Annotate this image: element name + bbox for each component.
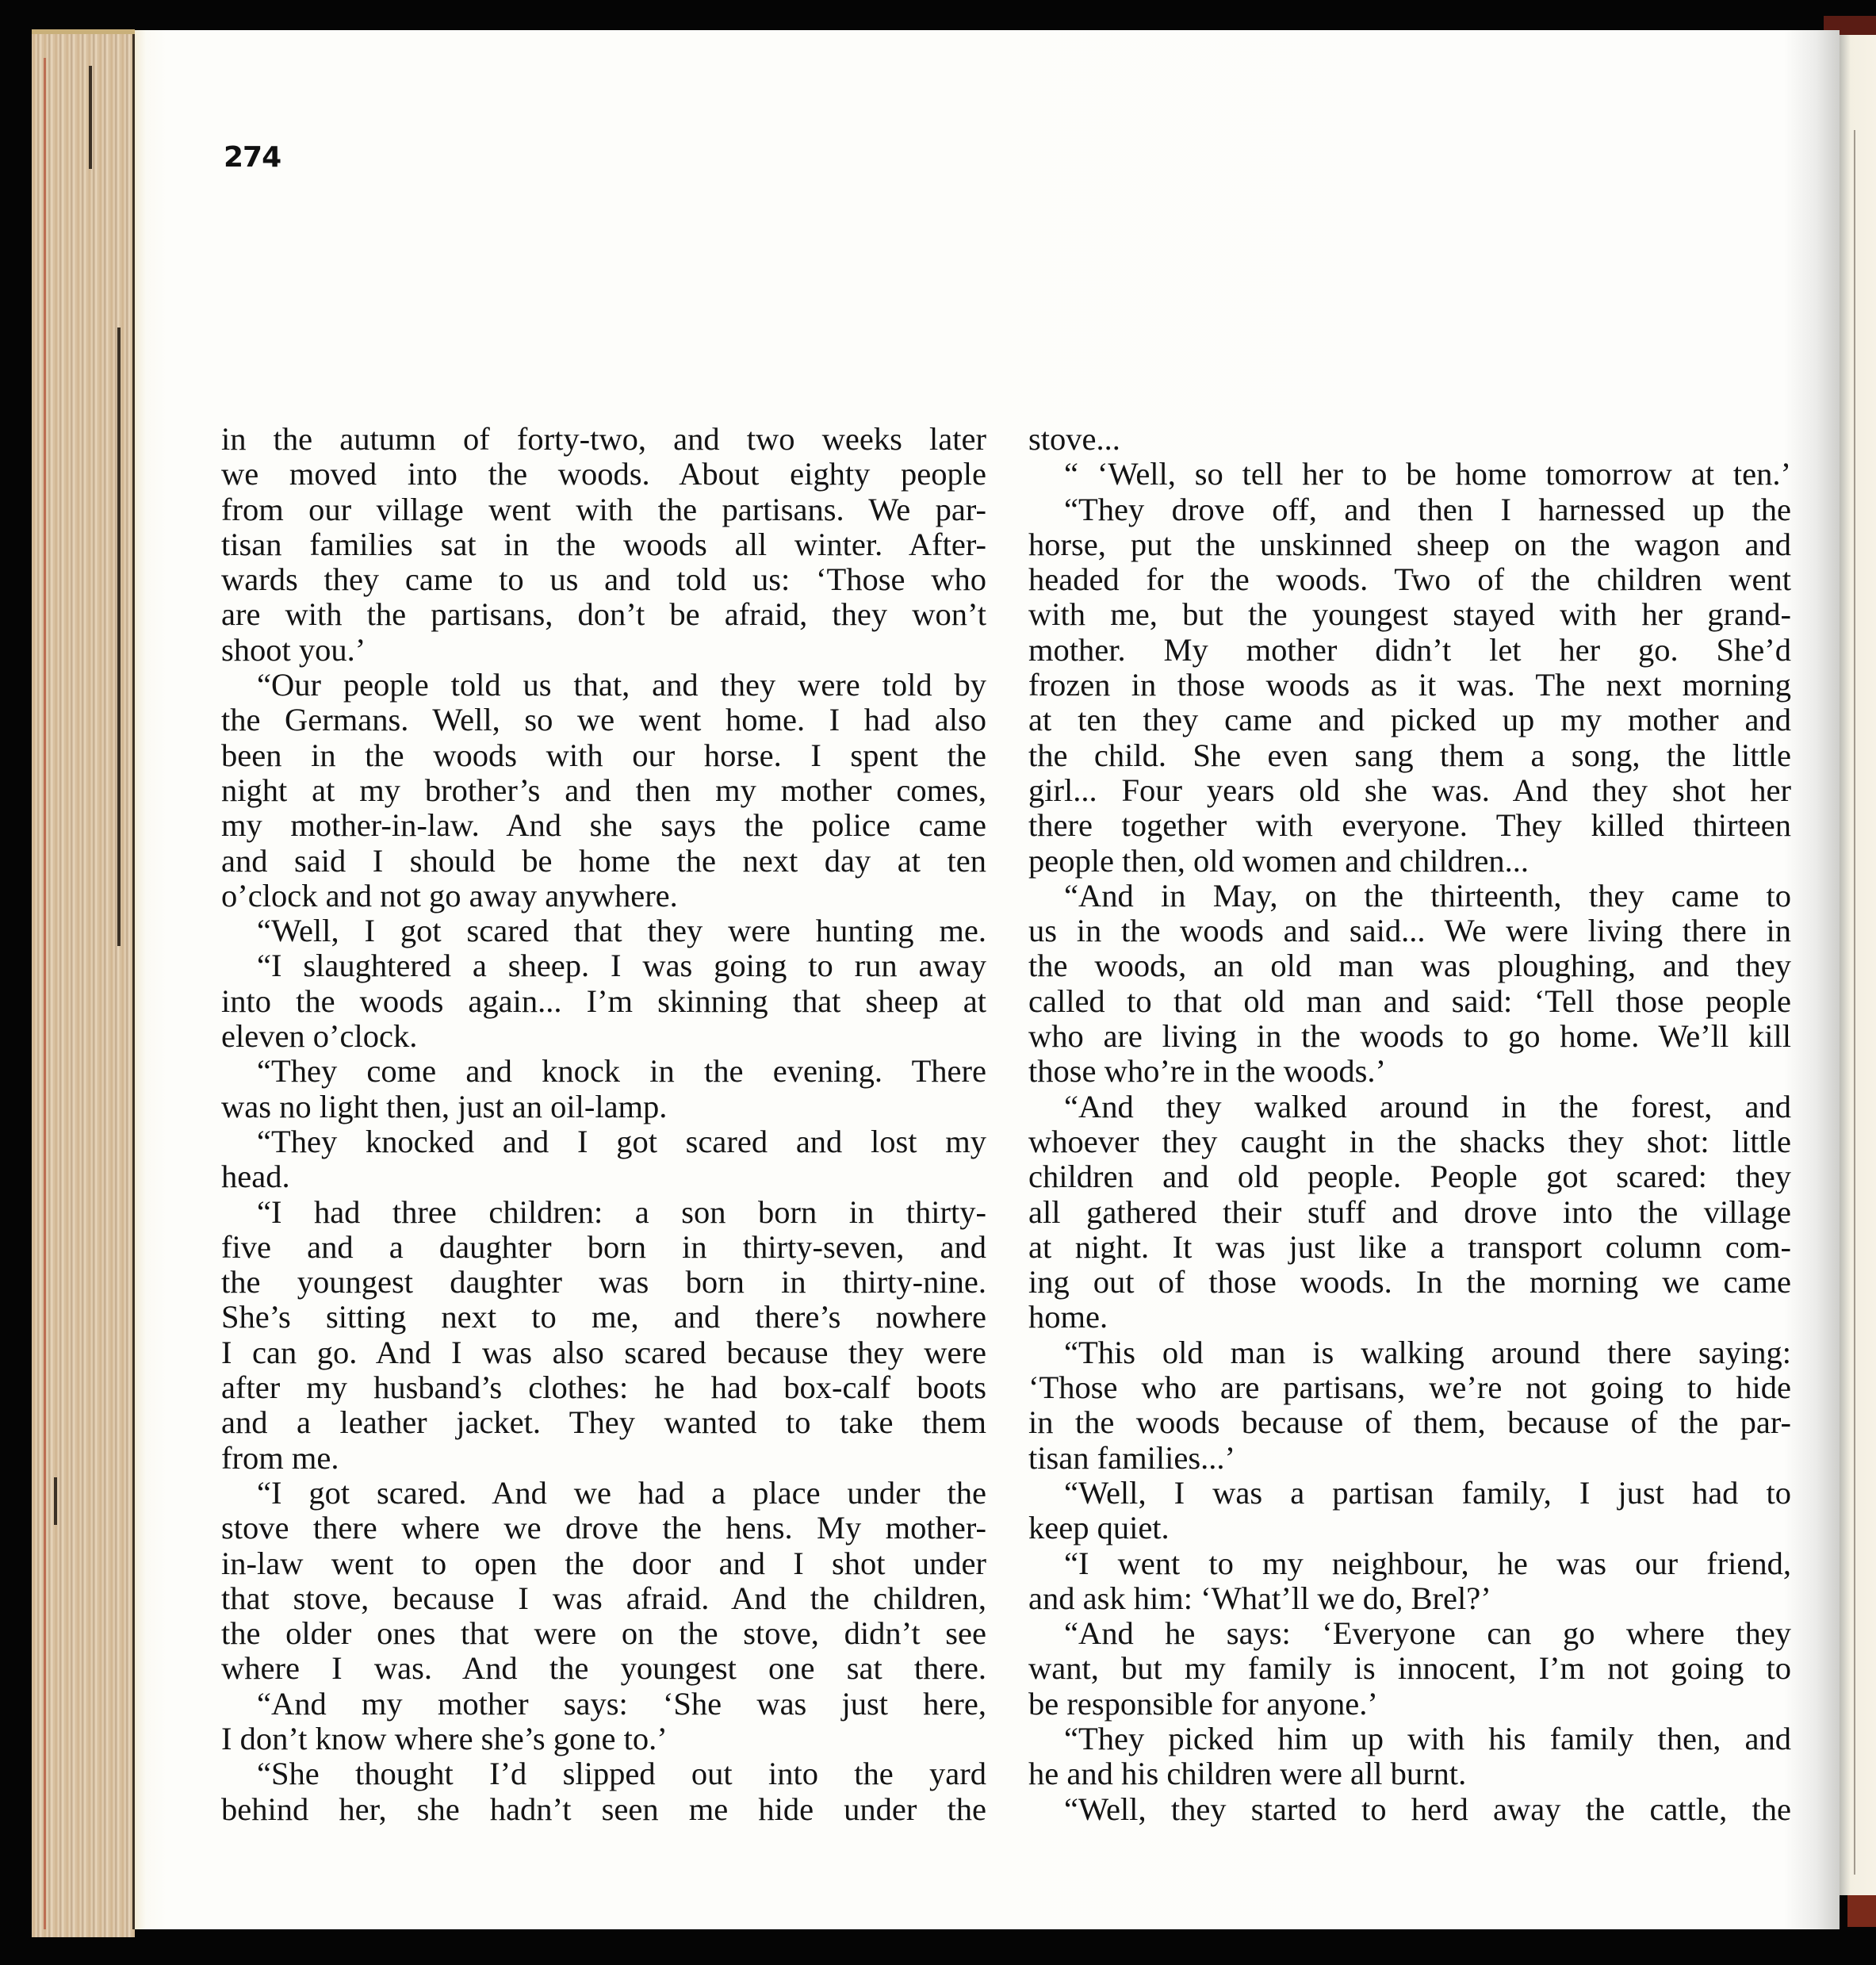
- text-line: in the woods because of them, because of the par-: [1028, 1404, 1791, 1441]
- text-line: whoever they caught in the shacks they shot: little: [1028, 1123, 1791, 1159]
- text-line: eleven o’clock.: [221, 1018, 418, 1055]
- text-line: headed for the woods. Two of the children went: [1028, 561, 1791, 598]
- text-line: “Well, I got scared that they were hunting me.: [257, 913, 986, 949]
- text-line: ing out of those woods. In the morning we came: [1028, 1264, 1791, 1300]
- text-line: “And he says: ‘Everyone can go where they: [1064, 1615, 1791, 1652]
- text-line: all gathered their stuff and drove into the village: [1028, 1193, 1791, 1230]
- text-line: was no light then, just an oil-lamp.: [221, 1088, 668, 1124]
- text-line: where I was. And the youngest one sat there.: [221, 1650, 986, 1687]
- text-line: “Our people told us that, and they were told by: [257, 667, 986, 703]
- text-line: tisan families sat in the woods all winter. After-: [221, 526, 986, 562]
- text-line: in the autumn of forty-two, and two weeks later: [221, 421, 986, 457]
- text-line: from me.: [221, 1439, 339, 1476]
- page-edge-mark: [89, 66, 92, 169]
- text-line: the youngest daughter was born in thirty-nine.: [221, 1264, 986, 1300]
- text-line: “And in May, on the thirteenth, they came to: [1064, 877, 1791, 914]
- text-line: “I had three children: a son born in thirty-: [257, 1193, 986, 1230]
- text-line: wards they came to us and told us: ‘Those who: [221, 561, 986, 598]
- text-line: “This old man is walking around there saying:: [1064, 1334, 1791, 1370]
- text-line: us in the woods and said... We were living there in: [1028, 913, 1791, 949]
- text-line: we moved into the woods. About eighty people: [221, 456, 986, 492]
- text-line: those who’re in the woods.’: [1028, 1053, 1387, 1090]
- text-line: “I went to my neighbour, he was our friend,: [1064, 1545, 1791, 1581]
- text-line: “Well, they started to herd away the cattle, the: [1064, 1791, 1791, 1827]
- text-line: shoot you.’: [221, 631, 366, 668]
- text-line: and said I should be home the next day at ten: [221, 842, 986, 879]
- text-line: the older ones that were on the stove, didn’t see: [221, 1615, 986, 1652]
- text-line: She’s sitting next to me, and there’s nowhere: [221, 1299, 986, 1335]
- text-line: with me, but the youngest stayed with her grand-: [1028, 596, 1791, 633]
- text-line: the Germans. Well, so we went home. I had also: [221, 702, 986, 738]
- text-line: girl... Four years old she was. And they shot her: [1028, 772, 1791, 808]
- text-line: keep quiet.: [1028, 1510, 1170, 1546]
- text-line: “They knocked and I got scared and lost my: [257, 1123, 986, 1159]
- page-number: 274: [224, 141, 281, 174]
- text-line: and a leather jacket. They wanted to take them: [221, 1404, 986, 1441]
- text-line: mother. My mother didn’t let her go. She’d: [1028, 631, 1791, 668]
- text-line: night at my brother’s and then my mother comes,: [221, 772, 986, 808]
- text-line: horse, put the unskinned sheep on the wagon and: [1028, 526, 1791, 562]
- text-line: “ ‘Well, so tell her to be home tomorrow at ten.’: [1064, 456, 1791, 492]
- text-line: I can go. And I was also scared because they were: [221, 1334, 986, 1370]
- text-line: “I slaughtered a sheep. I was going to run away: [257, 948, 986, 984]
- text-line: “They drove off, and then I harnessed up the: [1064, 491, 1791, 527]
- text-line: there together with everyone. They killed thirteen: [1028, 807, 1791, 844]
- text-line: stove there where we drove the hens. My mother-: [221, 1510, 986, 1546]
- text-column-left: [221, 422, 986, 1827]
- text-line: and ask him: ‘What’ll we do, Brel?’: [1028, 1580, 1491, 1616]
- text-line: “I got scared. And we had a place under the: [257, 1474, 986, 1511]
- text-line: in-law went to open the door and I shot under: [221, 1545, 986, 1581]
- text-line: at night. It was just like a transport column com-: [1028, 1228, 1791, 1265]
- gutter-line: [1854, 130, 1855, 1875]
- text-line: children and old people. People got scared: they: [1028, 1159, 1791, 1195]
- page-edge-mark: [54, 1477, 57, 1525]
- text-line: people then, old women and children...: [1028, 842, 1529, 879]
- next-page-sliver: [1840, 35, 1876, 1895]
- text-line: “She thought I’d slipped out into the yard: [257, 1756, 986, 1792]
- text-line: called to that old man and said: ‘Tell those people: [1028, 982, 1791, 1019]
- text-line: “And my mother says: ‘She was just here,: [257, 1685, 986, 1722]
- text-line: “They picked him up with his family then, and: [1064, 1720, 1791, 1756]
- text-line: at ten they came and picked up my mother and: [1028, 702, 1791, 738]
- text-line: o’clock and not go away anywhere.: [221, 877, 678, 914]
- text-line: he and his children were all burnt.: [1028, 1756, 1467, 1792]
- text-line: be responsible for anyone.’: [1028, 1685, 1378, 1722]
- text-line: “Well, I was a partisan family, I just had to: [1064, 1474, 1791, 1511]
- text-line: frozen in those woods as it was. The next morning: [1028, 667, 1791, 703]
- text-line: into the woods again... I’m skinning that sheep at: [221, 982, 986, 1019]
- text-line: ‘Those who are partisans, we’re not going to hide: [1028, 1369, 1791, 1406]
- text-column-right: [1028, 422, 1791, 1827]
- page-edge-mark: [117, 328, 121, 946]
- text-line: want, but my family is innocent, I’m not going to: [1028, 1650, 1791, 1687]
- book-cover-corner: [1847, 1895, 1876, 1927]
- text-line: tisan families...’: [1028, 1439, 1235, 1476]
- text-line: head.: [221, 1159, 290, 1195]
- text-line: been in the woods with our horse. I spent the: [221, 737, 986, 773]
- text-line: my mother-in-law. And she says the police came: [221, 807, 986, 844]
- text-line: I don’t know where she’s gone to.’: [221, 1720, 668, 1756]
- text-line: who are living in the woods to go home. We’ll kill: [1028, 1018, 1791, 1055]
- text-line: five and a daughter born in thirty-seven, and: [221, 1228, 986, 1265]
- text-line: home.: [1028, 1299, 1108, 1335]
- text-line: are with the partisans, don’t be afraid, they won’t: [221, 596, 986, 633]
- page-edge-red-stripe: [44, 58, 46, 1929]
- text-line: “And they walked around in the forest, and: [1064, 1088, 1791, 1124]
- text-line: that stove, because I was afraid. And the children,: [221, 1580, 986, 1616]
- page-stack-edge: [32, 29, 135, 1937]
- text-line: “They come and knock in the evening. There: [257, 1053, 986, 1090]
- text-line: stove...: [1028, 421, 1120, 457]
- text-line: after my husband’s clothes: he had box-calf boots: [221, 1369, 986, 1406]
- text-line: the child. She even sang them a song, the little: [1028, 737, 1791, 773]
- text-line: the woods, an old man was ploughing, and they: [1028, 948, 1791, 984]
- text-line: from our village went with the partisans. We par-: [221, 491, 986, 527]
- text-line: behind her, she hadn’t seen me hide under the: [221, 1791, 986, 1827]
